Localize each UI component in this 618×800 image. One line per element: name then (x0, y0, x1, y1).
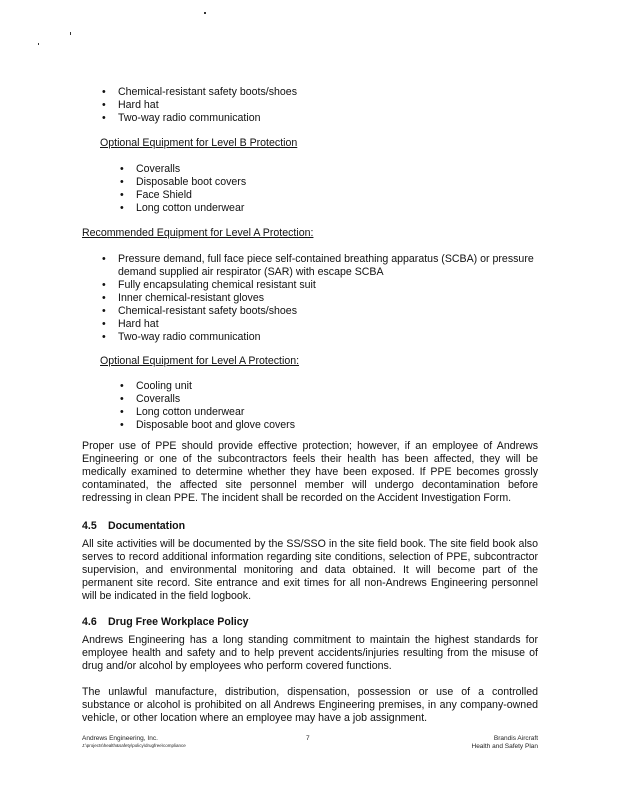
footer-company: Andrews Engineering, Inc. (82, 735, 158, 742)
level-b-required-list-tail (82, 86, 538, 125)
section-title: Documentation (108, 520, 186, 532)
level-a-recommended-list (82, 253, 538, 344)
drug-policy-paragraph-2: The unlawful manufacture, distribution, dispensation, possession or use of a controlled substance or alcohol is prohibited on all Andrews Engineering premises, in any company-owned vehicle, or other location where an employee may have a job assignment. (82, 686, 538, 724)
ppe-paragraph: Proper use of PPE should provide effective protection; however, if an employee of Andrews Engineering or one of the subcontractors feels their health has been affected, they will be medically examined to determine whether they have been exposed. If PPE becomes grossly contaminated, the affected site personnel member will undergo decontamination before redressing in clean PPE. The incident shall be recorded on the Accident Investigation Form. (82, 440, 538, 504)
list-item: • Coveralls (82, 393, 538, 406)
list-item: • Pressure demand, full face piece self-contained breathing apparatus (SCBA) or pressure demand supplied air respirator (SAR) with escape SCBA (82, 253, 538, 279)
footer-path: J:\projects\health&safety\policy\drugfree\compliance (82, 743, 186, 748)
section-title: Drug Free Workplace Policy (108, 616, 249, 628)
list-item: • Disposable boot and glove covers (82, 419, 538, 432)
page-number: 7 (306, 735, 310, 742)
footer-doc-title: Health and Safety Plan (471, 743, 538, 750)
level-b-optional-heading (82, 137, 538, 150)
list-item: • Coveralls (82, 163, 538, 176)
section-4-6-heading (82, 616, 538, 629)
footer-project: Brandis Aircraft (493, 735, 538, 742)
section-number: 4.6 (82, 616, 97, 628)
list-item: • Cooling unit (82, 380, 538, 393)
heading-text: Optional Equipment for Level A Protection: (100, 355, 300, 367)
list-item: • Long cotton underwear (82, 406, 538, 419)
list-item: • Fully encapsulating chemical resistant suit (82, 279, 538, 292)
list-item: • Hard hat (82, 99, 538, 112)
list-item: • Two-way radio communication (82, 331, 538, 344)
drug-policy-paragraph-1: Andrews Engineering has a long standing commitment to maintain the highest standards for employee health and safety and to help prevent accidents/injuries resulting from the misuse of drug and/or alcohol by employees who perform covered functions. (82, 634, 538, 672)
level-a-optional-heading (82, 355, 538, 368)
level-a-optional-list (82, 380, 538, 432)
list-item: • Hard hat (82, 318, 538, 331)
section-4-5-heading (82, 520, 538, 533)
list-item: • Face Shield (82, 189, 538, 202)
footer-left (82, 735, 186, 749)
documentation-paragraph: All site activities will be documented by the SS/SSO in the site field book. The site field book also serves to record additional information regarding site conditions, selection of PPE, subcontractor supervision, and environmental monitoring and data obtained. It will become part of the permanent site record. Site entrance and exit times for all non-Andrews Engineering personnel will be indicated in the field logbook. (82, 538, 538, 602)
level-b-optional-list (82, 163, 538, 215)
section-number: 4.5 (82, 520, 97, 532)
list-item: • Two-way radio communication (82, 112, 538, 125)
list-item: • Disposable boot covers (82, 176, 538, 189)
footer-right (472, 735, 539, 751)
list-item: • Chemical-resistant safety boots/shoes (82, 305, 538, 318)
list-item: • Long cotton underwear (82, 202, 538, 215)
level-a-recommended-heading (82, 227, 538, 240)
heading-text: Recommended Equipment for Level A Protection: (82, 227, 314, 239)
heading-text: Optional Equipment for Level B Protection (100, 137, 298, 149)
list-item: • Inner chemical-resistant gloves (82, 292, 538, 305)
list-item: • Chemical-resistant safety boots/shoes (82, 86, 538, 99)
